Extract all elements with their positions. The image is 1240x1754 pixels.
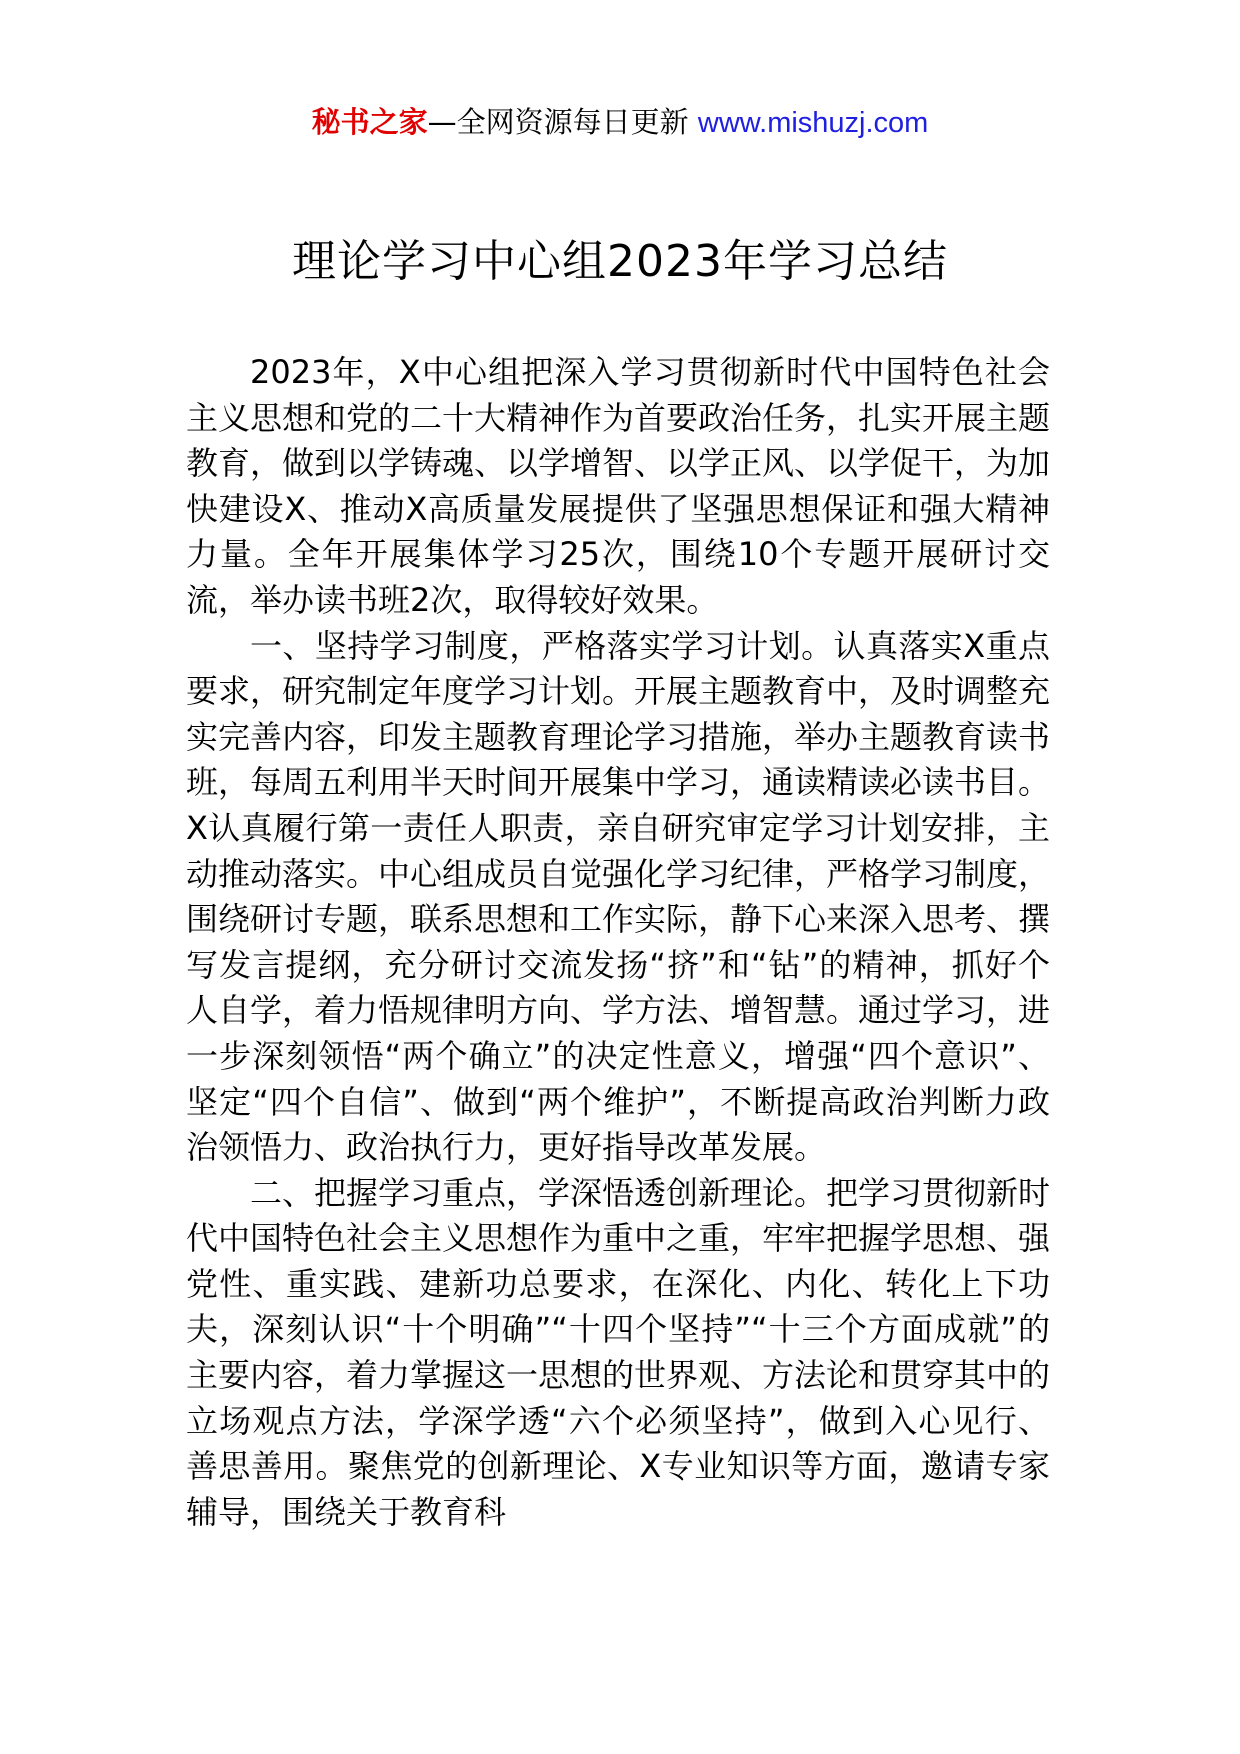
paragraph-section-1: 一、坚持学习制度，严格落实学习计划。认真落实X重点要求，研究制定年度学习计划。开展主题教育中，及时调整充实完善内容，印发主题教育理论学习措施，举办主题教育读书班，每周五利用半天时间开展集中学习，通读精读必读书目。X认真履行第一责任人职责，亲自研究审定学习计划安排，主动推动落实。中心组成员自觉强化学习纪律，严格学习制度，围绕研讨专题，联系思想和工作实际，静下心来深入思考、撰写发言提纲，充分研讨交流发扬“挤”和“钻”的精神，抓好个人自学，着力悟规律明方向、学方法、增智慧。通过学习，进一步深刻领悟“两个确立”的决定性意义，增强“四个意识”、坚定“四个自信”、做到“两个维护”，不断提高政治判断力政治领悟力、政治执行力，更好指导改革发展。 (186, 626, 1051, 1167)
site-url-link[interactable]: www.mishuzj.com (697, 107, 929, 139)
document-title: 理论学习中心组2023年学习总结 (292, 236, 948, 287)
paragraph-section-2: 二、把握学习重点，学深悟透创新理论。把学习贯彻新时代中国特色社会主义思想作为重中之重，牢牢把握学思想、强党性、重实践、建新功总要求，在深化、内化、转化上下功夫，深刻认识“十个明确”“十四个坚持”“十三个方面成就”的主要内容，着力掌握这一思想的世界观、方法论和贯穿其中的立场观点方法，学深学透“六个必须坚持”，做到入心见行、善思善用。聚焦党的创新理论、X专业知识等方面，邀请专家辅导，围绕关于教育科 (186, 1173, 1051, 1531)
brand-name: 秘书之家 (311, 105, 428, 139)
document-body (186, 350, 1050, 1535)
paragraph-intro: 2023年，X中心组把深入学习贯彻新时代中国特色社会主义思想和党的二十大精神作为首要政治任务，扎实开展主题教育，做到以学铸魂、以学增智、以学正风、以学促干，为加快建设X、推动X高质量发展提供了坚强思想保证和强大精神力量。全年开展集体学习25次，围绕10个专题开展研讨交流，举办读书班2次，取得较好效果。 (186, 353, 1051, 619)
header-tagline: —全网资源每日更新 (427, 105, 689, 139)
site-header (0, 100, 1240, 145)
